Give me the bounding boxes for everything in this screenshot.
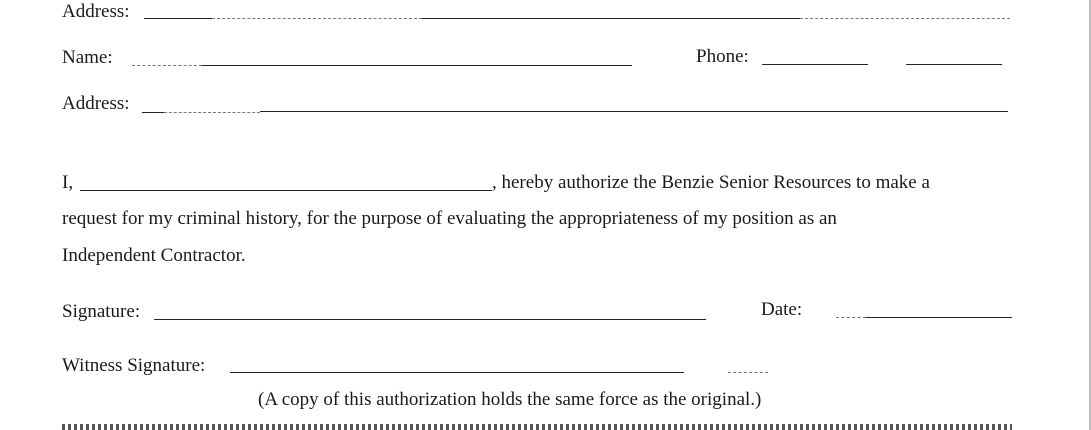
address-top-line-a — [144, 18, 212, 19]
name-line-b — [202, 65, 632, 66]
authorization-prefix: I, — [62, 172, 74, 193]
authorization-line-3: Independent Contractor. — [62, 245, 246, 266]
witness-line-b — [728, 372, 768, 373]
witness-signature-label: Witness Signature: — [62, 355, 206, 376]
address-line-b — [164, 112, 260, 113]
address-top-line-c — [422, 18, 800, 19]
date-line-b — [866, 317, 1012, 318]
address-top-label: Address: — [62, 1, 130, 22]
signature-line[interactable] — [154, 319, 706, 320]
date-line-a — [836, 317, 866, 318]
phone-line-a — [762, 64, 868, 65]
authorization-line-2: request for my criminal history, for the purpose of evaluating the appropriateness of my position as an — [62, 208, 837, 229]
address-top-line-b — [212, 18, 422, 19]
authorizer-name-line[interactable] — [80, 190, 492, 191]
address-top-line-d — [800, 18, 1010, 19]
phone-line-b — [906, 64, 1002, 65]
cut-line-divider — [62, 424, 1012, 430]
phone-label: Phone: — [696, 46, 749, 67]
name-label: Name: — [62, 47, 113, 68]
signature-label: Signature: — [62, 301, 141, 322]
date-label: Date: — [761, 299, 803, 320]
authorization-line-1: , hereby authorize the Benzie Senior Resources to make a — [492, 172, 930, 193]
witness-line-a — [230, 372, 684, 373]
address-line-a — [142, 112, 164, 113]
copy-note: (A copy of this authorization holds the same force as the original.) — [258, 389, 762, 410]
address-line-c — [260, 111, 1008, 112]
address-label: Address: — [62, 93, 130, 114]
name-line-a — [132, 65, 202, 66]
